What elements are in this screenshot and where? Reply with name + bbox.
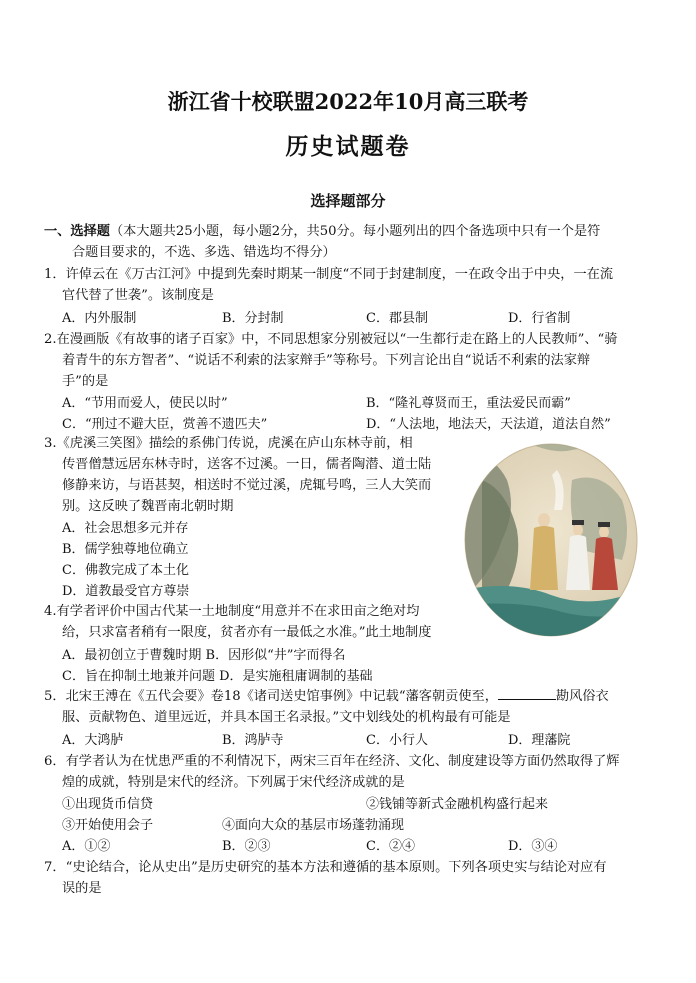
q2-option-b: B．“隆礼尊贤而王，重法爱民而霸” <box>366 396 571 411</box>
exam-subtitle: 历史试题卷 <box>285 133 411 160</box>
exam-title: 浙江省十校联盟2022年10月高三联考 <box>167 89 529 114</box>
q5-line-1-before: 5．北宋王溥在《五代会要》卷18《诸司送史馆事例》中记载“藩客朝贡使至， <box>44 689 498 704</box>
q3-line-2: 传晋僧慧远居东林寺时，送客不过溪。一日，儒者陶潜、道士陆 <box>62 457 432 472</box>
q1-option-a: A．内外服制 <box>62 311 137 326</box>
intro-label: 一、选择题 <box>44 224 110 239</box>
q4-options-line-1: A．最初创立于曹魏时期 B．因形似“井”字而得名 <box>62 648 346 663</box>
q3-option-c: C．佛教完成了本土化 <box>62 563 189 578</box>
q1-line-1: 1．许倬云在《万古江河》中提到先秦时期某一制度“不同于封建制度，一在政令出于中央，一在流 <box>44 267 614 282</box>
section-title: 选择题部分 <box>310 192 386 210</box>
q2-option-d: D．“人法地，地法天，天法道，道法自然” <box>366 417 611 432</box>
tiger-creek-painting <box>462 440 640 640</box>
q3-line-4: 别。这反映了魏晋南北朝时期 <box>62 499 234 514</box>
q4-line-1: 4.有学者评价中国古代某一土地制度“用意并不在求田亩之绝对均 <box>44 604 420 619</box>
q6-option-b: B．②③ <box>222 839 271 854</box>
q2-option-a: A．“节用而爱人，使民以时” <box>62 396 228 411</box>
q6-item-4: ④面向大众的基层市场蓬勃涌现 <box>222 818 405 833</box>
q6-item-2: ②钱铺等新式金融机构盛行起来 <box>366 797 549 812</box>
q5-line-1-after: 勘风俗衣 <box>555 689 609 704</box>
q1-line-2: 官代替了世袭”。该制度是 <box>62 288 214 303</box>
q5-blank <box>498 687 556 700</box>
q2-option-c: C．“刑过不避大臣，赏善不遗匹夫” <box>62 417 268 432</box>
q1-option-b: B．分封制 <box>222 311 284 326</box>
q5-option-d: D．理藩院 <box>508 733 571 748</box>
intro-line-2: 合题目要求的，不选、多选、错选均不得分） <box>72 245 336 260</box>
q5-option-a: A．大鸿胪 <box>62 733 124 748</box>
q3-line-1: 3.《虎溪三笑图》描绘的系佛门传说，虎溪在庐山东林寺前，相 <box>44 436 413 451</box>
q4-options-line-2: C．旨在抑制土地兼并问题 D．是实施租庸调制的基础 <box>62 669 373 684</box>
q6-item-1: ①出现货币信贷 <box>62 797 154 812</box>
q3-option-a: A．社会思想多元并存 <box>62 521 189 536</box>
q2-line-1: 2.在漫画版《有故事的诸子百家》中，不同思想家分别被冠以“一生都行走在路上的人民教师”、“骑 <box>44 332 618 347</box>
q6-option-a: A．①② <box>62 839 111 854</box>
q3-option-b: B．儒学独尊地位确立 <box>62 542 189 557</box>
q6-option-c: C．②④ <box>366 839 415 854</box>
q7-line-2: 误的是 <box>62 881 102 896</box>
q4-line-2: 给，只求富者稍有一限度，贫者亦有一最低之水准。”此土地制度 <box>62 625 432 640</box>
intro-text-1: （本大题共25小题，每小题2分，共50分。每小题列出的四个备选项中只有一个是符 <box>109 224 601 239</box>
q5-option-c: C．小行人 <box>366 733 428 748</box>
q1-option-c: C．郡县制 <box>366 311 428 326</box>
q3-option-d: D．道教最受官方尊崇 <box>62 584 190 599</box>
q7-line-1: 7．“史论结合，论从史出”是历史研究的基本方法和遵循的基本原则。下列各项史实与结论对应有 <box>44 860 607 875</box>
q6-line-1: 6．有学者认为在忧患严重的不利情况下，两宋三百年在经济、文化、制度建设等方面仍然取得了辉 <box>44 754 620 769</box>
q6-item-3: ③开始使用会子 <box>62 818 154 833</box>
q5-option-b: B．鸿胪寺 <box>222 733 284 748</box>
q1-option-d: D．行省制 <box>508 311 571 326</box>
q6-line-2: 煌的成就，特别是宋代的经济。下列属于宋代经济成就的是 <box>62 775 405 790</box>
q5-line-2: 服、贡献物色、道里远近，并具本国王名录报。”文中划线处的机构最有可能是 <box>62 710 511 725</box>
q6-option-d: D．③④ <box>508 839 558 854</box>
q3-line-3: 修静来访，与语甚契，相送时不觉过溪，虎辄号鸣，三人大笑而 <box>62 478 432 493</box>
q2-line-2: 着青牛的东方智者”、“说话不利索的法家辩手”等称号。下列言论出自“说话不利索的法家辩 <box>62 353 591 368</box>
q5-line-1 <box>44 686 609 707</box>
intro-line-1 <box>44 221 600 242</box>
q2-line-3: 手”的是 <box>62 374 109 389</box>
